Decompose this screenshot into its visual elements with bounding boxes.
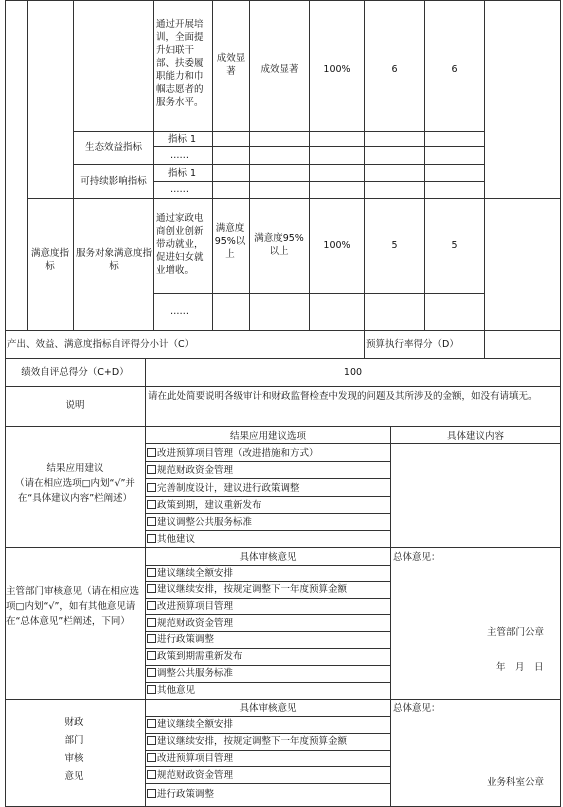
checkbox[interactable] <box>147 753 156 762</box>
checkbox[interactable] <box>147 770 156 779</box>
finance-overall: 总体意见： <box>393 703 441 714</box>
note-text: 请在此处简要说明各级审计和财政监督检查中发现的问题及其所涉及的金额，如没有请填无。 <box>148 391 538 402</box>
checkbox[interactable] <box>147 618 156 627</box>
satisfaction-subcategory: 服务对象满意度指标 <box>75 248 152 272</box>
result-option[interactable]: 完善制度设计，建议进行政策调整 <box>147 482 300 495</box>
note-label: 说明 <box>65 400 85 411</box>
satisfaction-more: …… <box>170 306 189 317</box>
checkbox[interactable] <box>147 685 156 694</box>
finance-option[interactable]: 规范财政资金管理 <box>147 769 233 782</box>
completion-rate: 100% <box>323 64 351 75</box>
result-option[interactable]: 建议调整公共服务标准 <box>147 516 252 529</box>
satisfaction-weight: 5 <box>391 240 398 251</box>
dept-option[interactable]: 建议继续全额安排 <box>147 567 233 580</box>
result-option[interactable]: 改进预算项目管理（改进措施和方式） <box>147 447 319 460</box>
result-option[interactable]: 政策到期，建议重新发布 <box>147 499 262 512</box>
checkbox[interactable] <box>147 568 156 577</box>
checkbox[interactable] <box>147 736 156 745</box>
checkbox[interactable] <box>147 634 156 643</box>
indicator-content: 通过开展培训，全面提升妇联干部、扶委履职能力和巾帼志愿者的服务水平。 <box>156 19 204 108</box>
satisfaction-rate: 100% <box>323 240 351 251</box>
dept-option[interactable]: 进行政策调整 <box>147 633 214 646</box>
dept-label: 主管部门审核意见（请在相应选项□内划“√”，如有其他意见请在“总体意见”栏阐述，下同） <box>6 586 140 627</box>
finance-option[interactable]: 改进预算项目管理 <box>147 752 233 765</box>
total-value: 100 <box>343 367 363 378</box>
sustainable-more: …… <box>170 184 189 195</box>
satisfaction-actual: 满意度95%以上 <box>254 233 304 257</box>
finance-option[interactable]: 建议继续全额安排 <box>147 718 233 731</box>
finance-option[interactable]: 建议继续安排，按规定调整下一年度预算金额 <box>147 735 347 748</box>
checkbox[interactable] <box>147 517 156 526</box>
dept-option[interactable]: 调整公共服务标准 <box>147 667 233 680</box>
checkbox[interactable] <box>147 668 156 677</box>
actual-value: 成效显著 <box>260 64 299 75</box>
dept-option[interactable]: 规范财政资金管理 <box>147 617 233 630</box>
eco-more: …… <box>170 150 189 161</box>
target-value: 成效显著 <box>216 53 246 77</box>
dept-header: 具体审核意见 <box>239 552 297 563</box>
dept-option[interactable]: 改进预算项目管理 <box>147 600 233 613</box>
dept-option[interactable]: 其他意见 <box>147 684 195 697</box>
checkbox[interactable] <box>147 448 156 457</box>
satisfaction-score: 5 <box>451 240 458 251</box>
checkbox[interactable] <box>147 789 156 798</box>
checkbox[interactable] <box>147 719 156 728</box>
dept-date: 年 月 日 <box>496 662 544 673</box>
score: 6 <box>451 64 458 75</box>
result-detail-header: 具体建议内容 <box>446 431 504 442</box>
checkbox[interactable] <box>147 601 156 610</box>
checkbox[interactable] <box>147 584 156 593</box>
checkbox[interactable] <box>147 465 156 474</box>
result-label: 结果应用建议 （请在相应选项□内划“√”并在“具体建议内容”栏阐述） <box>15 463 135 504</box>
result-option[interactable]: 规范财政资金管理 <box>147 464 233 477</box>
result-options-header: 结果应用建议选项 <box>229 431 306 442</box>
satisfaction-category: 满意度指标 <box>30 248 69 272</box>
budget-execution-label: 预算执行率得分（D） <box>366 339 459 350</box>
checkbox[interactable] <box>147 651 156 660</box>
eco-benefit-label: 生态效益指标 <box>84 142 142 153</box>
satisfaction-target: 满意度95%以上 <box>214 223 246 260</box>
score-weight: 6 <box>391 64 398 75</box>
checkbox[interactable] <box>147 534 156 543</box>
eco-item1: 指标 1 <box>168 134 197 145</box>
sustainable-label: 可持续影响指标 <box>80 176 147 187</box>
total-label: 绩效自评总得分（C+D） <box>21 367 129 378</box>
finance-option[interactable]: 进行政策调整 <box>147 788 214 801</box>
dept-option[interactable]: 建议继续安排，按规定调整下一年度预算金额 <box>147 583 347 596</box>
sustainable-item1: 指标 1 <box>168 168 197 179</box>
result-option[interactable]: 其他建议 <box>147 533 195 546</box>
dept-overall: 总体意见： <box>393 552 441 563</box>
dept-seal: 主管部门公章 <box>487 627 545 638</box>
finance-seal: 业务科室公章 <box>487 777 545 788</box>
dept-option[interactable]: 政策到期需重新发布 <box>147 650 243 663</box>
checkbox[interactable] <box>147 500 156 509</box>
satisfaction-content: 通过家政电商创业创新带动就业，促进妇女就业增收。 <box>156 213 204 276</box>
checkbox[interactable] <box>147 483 156 492</box>
finance-header: 具体审核意见 <box>239 703 297 714</box>
finance-label: 财政 部门 审核 意见 <box>64 717 84 782</box>
subtotal-label: 产出、效益、满意度指标自评得分小计（C） <box>7 339 195 350</box>
